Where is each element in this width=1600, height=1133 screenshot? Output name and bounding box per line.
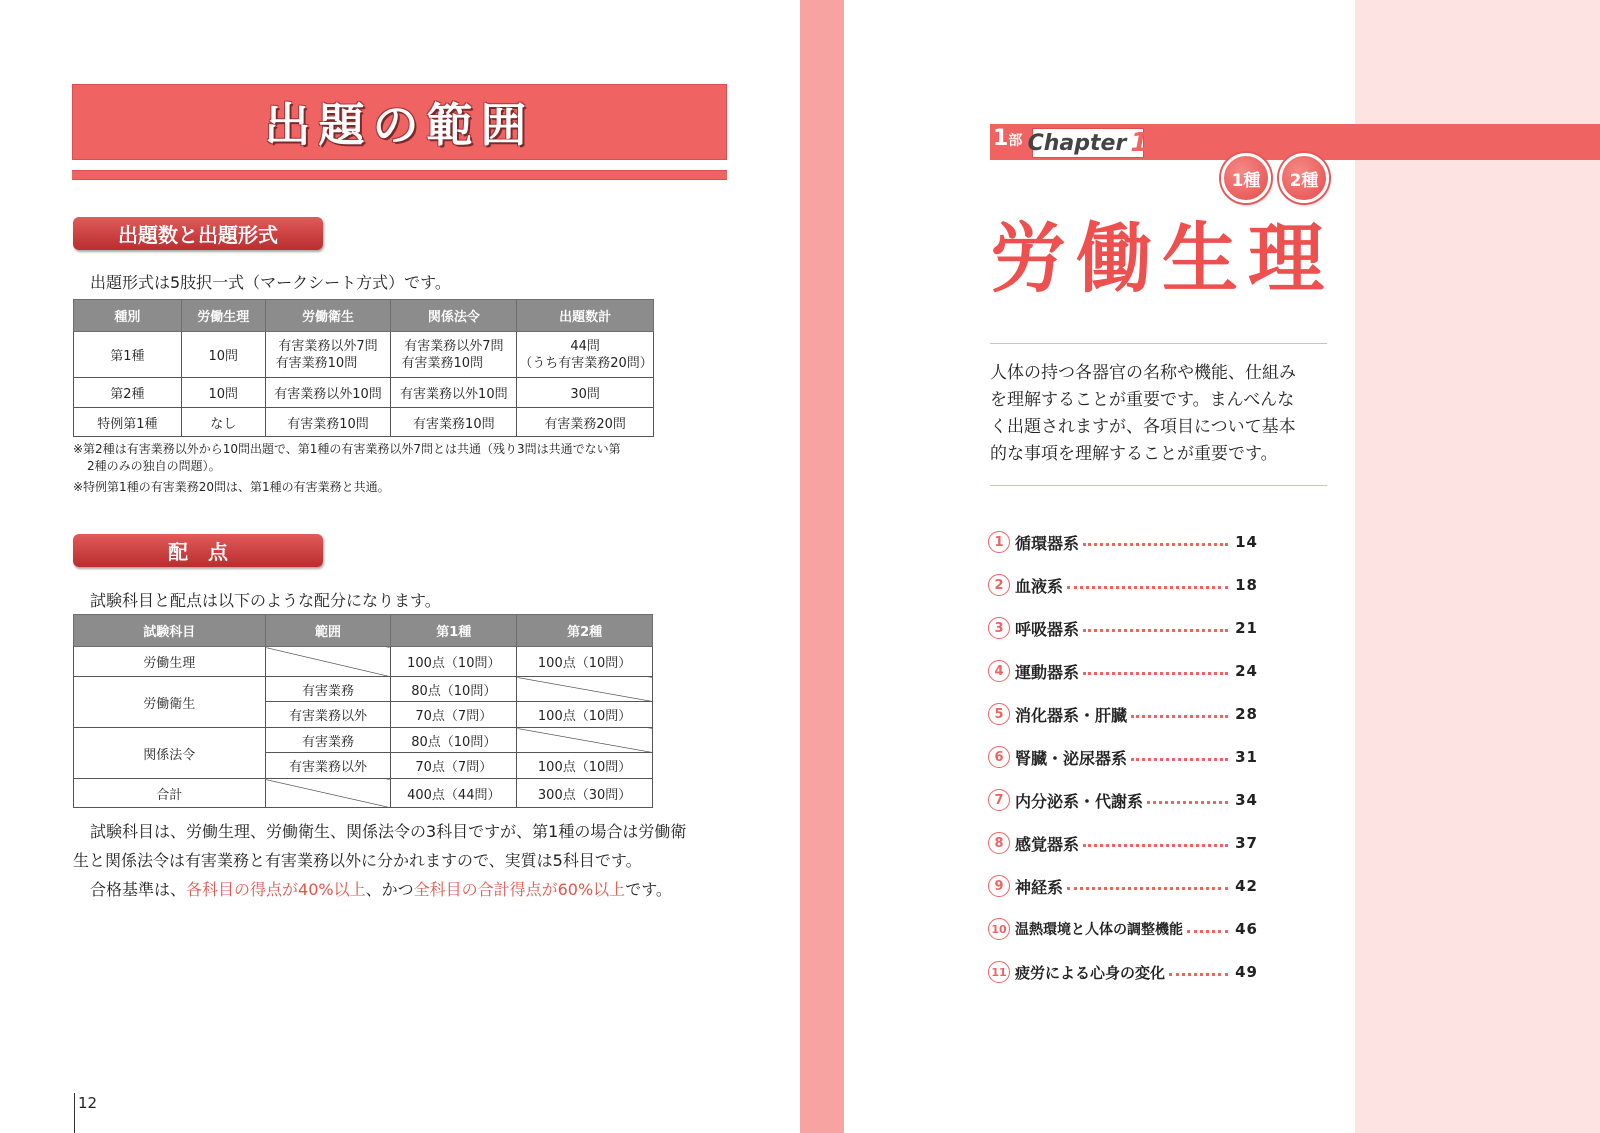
cell-scope: 有害業務以外 (265, 753, 391, 779)
cell-line: 有害業務10問 (275, 355, 358, 371)
chapter-title: 労働生理 (990, 214, 1334, 303)
table-row (74, 779, 653, 808)
toc-page-number: 28 (1235, 705, 1258, 723)
title-underline (72, 170, 727, 180)
cell-physiology: 10問 (181, 378, 265, 408)
section-heading-scoring: 配 点 (73, 534, 323, 567)
toc-label: 運動器系 (1015, 662, 1080, 682)
header-law: 関係法令 (391, 300, 517, 332)
paragraph-line: 試験科目は、労働生理、労働衛生、関係法令の3科目ですが、第1種の場合は労働衛 (90, 822, 687, 841)
format-description: 出題形式は5肢択一式（マークシート方式）です。 (90, 273, 451, 292)
table-row (74, 647, 653, 677)
toc-leader-dots (1083, 672, 1228, 675)
toc-label: 循環器系 (1015, 533, 1080, 553)
header-subject: 試験科目 (74, 615, 266, 647)
toc-label: 感覚器系 (1015, 834, 1080, 854)
cell-line: 有害業務10問 (401, 355, 483, 371)
section-heading-question-format: 出題数と出題形式 (73, 217, 323, 250)
toc-leader-dots (1067, 887, 1228, 890)
toc-number-badge: 1 (988, 531, 1010, 553)
toc-number-badge: 8 (988, 832, 1010, 854)
toc-label: 内分泌系・代謝系 (1015, 791, 1144, 811)
cell-scope: 有害業務 (265, 728, 391, 753)
cell-subject: 労働衛生 (74, 677, 266, 728)
toc-leader-dots (1147, 801, 1228, 804)
pass-criteria-line (73, 875, 733, 904)
cell-hygiene: 有害業務以外10問 (265, 378, 391, 408)
cell-total (517, 332, 654, 378)
toc-item[interactable] (988, 573, 1258, 597)
toc-page-number: 34 (1235, 791, 1258, 809)
toc-page-number: 37 (1235, 834, 1258, 852)
intro-line: く出題されますが、各項目について基本 (990, 417, 1296, 437)
table-row (74, 677, 653, 702)
footnote-line: 2種のみの独自の問題）。 (87, 459, 221, 473)
toc-number-badge: 5 (988, 703, 1010, 725)
toc-number-badge: 2 (988, 574, 1010, 596)
cell-hygiene: 有害業務10問 (265, 408, 391, 437)
toc-item[interactable] (988, 745, 1258, 769)
gutter-strip (800, 0, 844, 1133)
toc-page-number: 46 (1235, 920, 1258, 938)
toc-leader-dots (1131, 758, 1228, 761)
toc-leader-dots (1067, 586, 1228, 589)
toc-leader-dots (1187, 930, 1228, 933)
cell-line: 有害業務以外7問 (278, 338, 378, 354)
toc-page-number: 42 (1235, 877, 1258, 895)
toc-item[interactable] (988, 960, 1258, 984)
text: です。 (625, 880, 672, 899)
cell-hygiene (265, 332, 391, 378)
table-row (74, 378, 654, 408)
header-physiology: 労働生理 (181, 300, 265, 332)
highlight-text: 各科目の得点が40%以上 (186, 880, 366, 899)
intro-line: を理解することが重要です。まんべんな (990, 390, 1295, 410)
toc-item[interactable] (988, 917, 1258, 941)
divider (990, 485, 1327, 486)
paragraph-line: 生と関係法令は有害業務と有害業務以外に分かれますので、実質は5科目です。 (73, 851, 642, 870)
cell-physiology: なし (181, 408, 265, 437)
cell-class2: 100点（10問） (517, 702, 653, 728)
toc-label: 血液系 (1015, 576, 1064, 596)
header-total: 出題数計 (517, 300, 654, 332)
toc-page-number: 49 (1235, 963, 1258, 981)
toc-item[interactable] (988, 831, 1258, 855)
cell-type: 第1種 (74, 332, 182, 378)
part-label (993, 126, 1022, 151)
cell-class1: 100点（10問） (391, 647, 517, 677)
cell-line: （うち有害業務20問） (519, 355, 653, 371)
toc-item[interactable] (988, 874, 1258, 898)
cell-line: 有害業務以外7問 (404, 338, 504, 354)
table-row (74, 728, 653, 753)
highlight-text: 全科目の合計得点が60%以上 (413, 880, 626, 899)
class2-badge: 2種 (1279, 153, 1329, 203)
toc-label: 温熱環境と人体の調整機能 (1015, 922, 1183, 938)
toc-leader-dots (1083, 543, 1228, 546)
cell-empty-diagonal (517, 677, 653, 702)
table-row (74, 332, 654, 378)
header-hygiene: 労働衛生 (265, 300, 391, 332)
toc-label: 呼吸器系 (1015, 619, 1080, 639)
toc-number-badge: 6 (988, 746, 1010, 768)
cell-law: 有害業務以外10問 (391, 378, 517, 408)
cell-class2: 100点（10問） (517, 753, 653, 779)
scoring-description: 試験科目と配点は以下のような配分になります。 (90, 591, 441, 610)
divider (990, 343, 1327, 344)
cell-class1: 70点（7問） (391, 753, 517, 779)
toc-leader-dots (1169, 973, 1228, 976)
cell-empty-diagonal (517, 728, 653, 753)
toc-number-badge: 4 (988, 660, 1010, 682)
toc-page-number: 18 (1235, 576, 1258, 594)
cell-empty-diagonal (265, 647, 391, 677)
cell-scope: 有害業務 (265, 677, 391, 702)
cell-class1: 80点（10問） (391, 677, 517, 702)
toc-leader-dots (1083, 844, 1228, 847)
table-row (74, 408, 654, 437)
chapter-intro (990, 360, 1335, 468)
toc-page-number: 14 (1235, 533, 1258, 551)
cell-class1: 70点（7問） (391, 702, 517, 728)
page-title-banner (72, 84, 727, 160)
footnote-1 (73, 441, 621, 475)
page-title: 出題の範囲 (264, 98, 535, 152)
toc-label: 神経系 (1015, 877, 1064, 897)
toc-page-number: 24 (1235, 662, 1258, 680)
toc-number-badge: 7 (988, 789, 1010, 811)
toc-item[interactable] (988, 702, 1258, 726)
class1-badge: 1種 (1221, 153, 1271, 203)
toc-item[interactable] (988, 616, 1258, 640)
cell-class1: 400点（44問） (391, 779, 517, 808)
cell-scope: 有害業務以外 (265, 702, 391, 728)
part-number: 1 (993, 126, 1009, 151)
table-header-row (74, 300, 654, 332)
scoring-table (73, 614, 653, 808)
cell-subject: 関係法令 (74, 728, 266, 779)
toc-item[interactable] (988, 659, 1258, 683)
text: 合格基準は、 (90, 880, 187, 899)
header-scope: 範囲 (265, 615, 391, 647)
chapter-number: 1 (1130, 128, 1149, 158)
footnote-2: ※特例第1種の有害業務20問は、第1種の有害業務と共通。 (73, 480, 390, 494)
toc-number-badge: 10 (988, 918, 1010, 940)
header-type: 種別 (74, 300, 182, 332)
intro-line: 人体の持つ各器官の名称や機能、仕組み (990, 363, 1296, 383)
cell-law (391, 332, 517, 378)
cell-class1: 80点（10問） (391, 728, 517, 753)
cell-type: 特例第1種 (74, 408, 182, 437)
chapter-word: Chapter (1027, 130, 1127, 156)
question-count-table (73, 299, 654, 437)
footnote-line: ※第2種は有害業務以外から10問出題で、第1種の有害業務以外7問とは共通（残り3問は共通でない第 (73, 442, 621, 456)
cell-total: 30問 (517, 378, 654, 408)
toc-label: 消化器系・肝臓 (1015, 705, 1128, 725)
toc-item[interactable] (988, 788, 1258, 812)
subjects-paragraph (73, 817, 733, 904)
toc-number-badge: 3 (988, 617, 1010, 639)
chapter-label (1027, 128, 1149, 158)
toc-page-number: 21 (1235, 619, 1258, 637)
toc-number-badge: 11 (988, 961, 1010, 983)
cell-type: 第2種 (74, 378, 182, 408)
toc-page-number: 31 (1235, 748, 1258, 766)
cell-subject: 労働生理 (74, 647, 266, 677)
intro-line: 的な事項を理解することが重要です。 (990, 444, 1278, 464)
toc-item[interactable] (988, 530, 1258, 554)
toc-label: 腎臓・泌尿器系 (1015, 748, 1128, 768)
header-class1: 第1種 (391, 615, 517, 647)
cell-subject: 合計 (74, 779, 266, 808)
toc-number-badge: 9 (988, 875, 1010, 897)
cell-line: 44問 (570, 338, 600, 354)
cell-empty-diagonal (265, 779, 391, 808)
toc-label: 疲労による心身の変化 (1015, 963, 1166, 982)
cell-law: 有害業務10問 (391, 408, 517, 437)
cell-total: 有害業務20問 (517, 408, 654, 437)
cell-class2: 300点（30問） (517, 779, 653, 808)
page-edge-band (1355, 0, 1600, 1133)
cell-class2: 100点（10問） (517, 647, 653, 677)
text: 、かつ (365, 880, 414, 899)
table-header-row (74, 615, 653, 647)
header-class2: 第2種 (517, 615, 653, 647)
toc-leader-dots (1131, 715, 1228, 718)
cell-physiology: 10問 (181, 332, 265, 378)
toc-leader-dots (1083, 629, 1228, 632)
part-suffix: 部 (1008, 133, 1023, 149)
page-number: 12 (74, 1093, 97, 1133)
